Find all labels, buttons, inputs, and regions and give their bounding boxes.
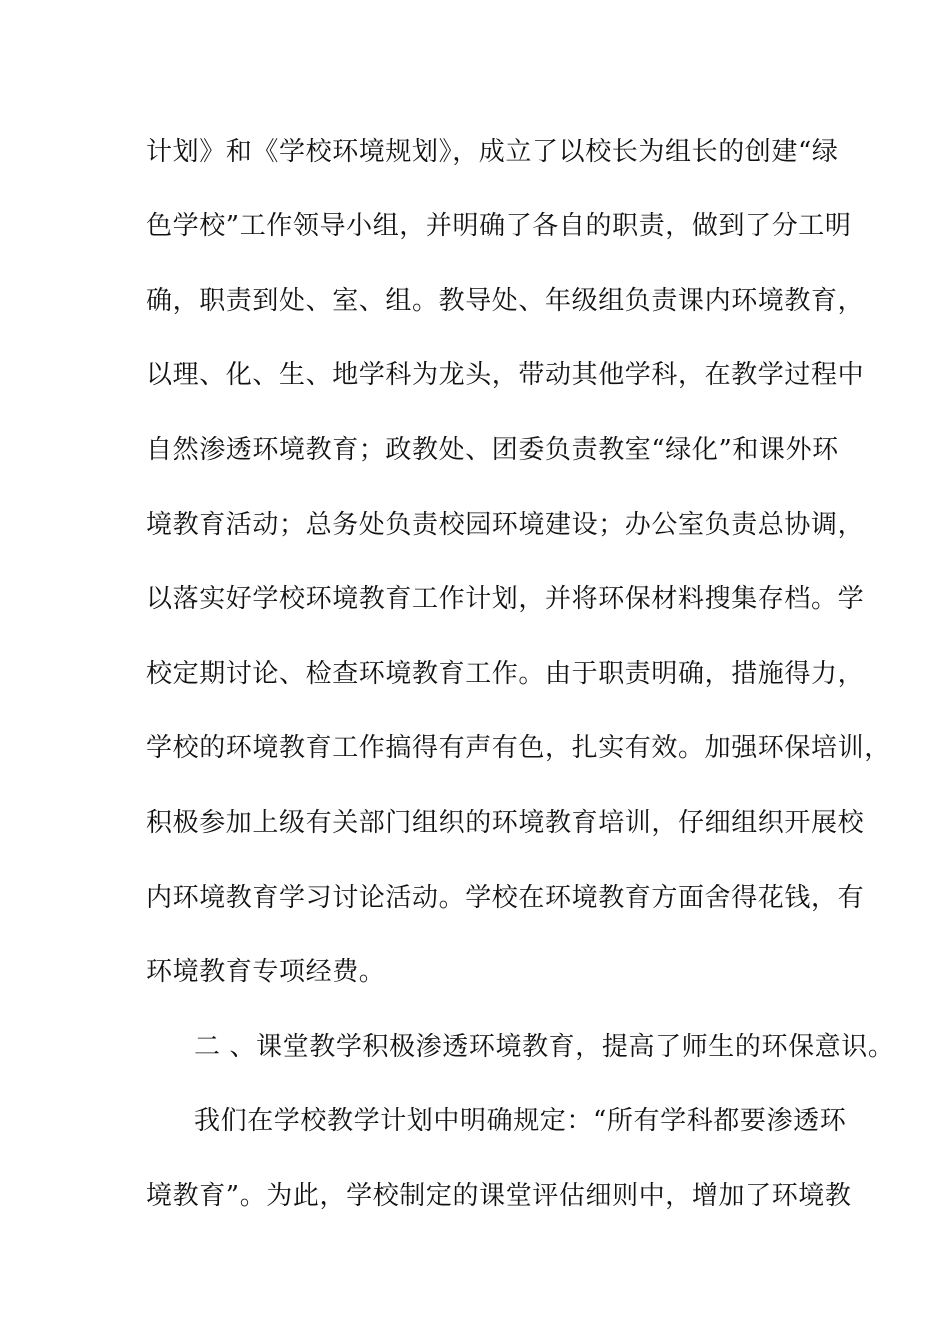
- text-line: 色学校”工作领导小组，并明确了各自的职责，做到了分工明: [146, 211, 852, 241]
- text-line: 内环境教育学习讨论活动。学校在环境教育方面舍得花钱，有: [146, 883, 865, 913]
- text-line: 确，职责到处、室、组。教导处、年级组负责课内环境教育，: [146, 286, 865, 316]
- text-line: 校定期讨论、检查环境教育工作。由于职责明确，措施得力，: [146, 659, 865, 689]
- text-line: 以理、化、生、地学科为龙头，带动其他学科，在教学过程中: [146, 360, 865, 390]
- text-line: 环境教育专项经费。: [146, 957, 386, 987]
- text-line: 积极参加上级有关部门组织的环境教育培训，仔细组织开展校: [146, 808, 865, 838]
- text-line: 学校的环境教育工作搞得有声有色，扎实有效。加强环保培训，: [146, 733, 891, 763]
- text-line: 计划》和《学校环境规划》，成立了以校长为组长的创建“绿: [146, 137, 839, 167]
- paragraph-first-line: 我们在学校教学计划中明确规定：“所有学科都要渗透环: [194, 1106, 847, 1136]
- text-line: 境教育活动；总务处负责校园环境建设；办公室负责总协调，: [146, 510, 865, 540]
- section-heading: 二 、课堂教学积极渗透环境教育，提高了师生的环保意识。: [194, 1032, 895, 1062]
- text-line: 以落实好学校环境教育工作计划，并将环保材料搜集存档。学: [146, 584, 865, 614]
- text-line: 境教育”。为此，学校制定的课堂评估细则中，增加了环境教: [146, 1181, 852, 1211]
- text-line: 自然渗透环境教育；政教处、团委负责教室“绿化”和课外环: [146, 435, 839, 465]
